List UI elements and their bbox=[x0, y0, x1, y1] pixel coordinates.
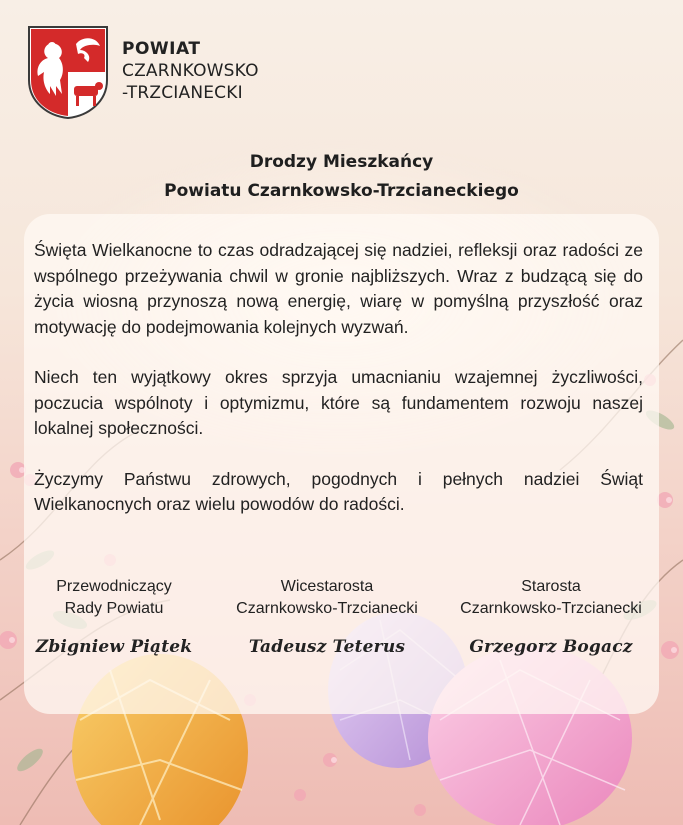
signature-name: Tadeusz Teterus bbox=[248, 637, 406, 657]
signature-role-line-1: Przewodniczący bbox=[56, 578, 172, 595]
signature-role-line-2: Czarnkowsko-Trzcianecki bbox=[460, 600, 642, 617]
signature-role-line-1: Starosta bbox=[521, 578, 581, 595]
county-crest-logo bbox=[26, 24, 110, 120]
signature-name: Zbigniew Piątek bbox=[35, 637, 193, 657]
greeting-body bbox=[34, 238, 643, 543]
title-line-2: Powiatu Czarnkowsko-Trzcianeckiego bbox=[164, 181, 519, 201]
paragraph-1: Święta Wielkanocne to czas odradzającej się nadziei, refleksji oraz radości ze wspólnego przeżywania chwil w gronie najbliższych. Wraz z budzącą się do życia wiosną przynoszą nową energię, wiarę w pomyślną przyszłość oraz motywację do podejmowania kolejnych wyzwań. bbox=[34, 240, 643, 337]
signature-chairman bbox=[4, 576, 224, 658]
paragraph-3: Życzymy Państwu zdrowych, pogodnych i pełnych nadziei Świąt Wielkanocnych oraz wielu powodów do radości. bbox=[34, 468, 643, 514]
title-line-1: Drodzy Mieszkańcy bbox=[249, 152, 434, 172]
greeting-title bbox=[0, 148, 683, 206]
paragraph-2: Niech ten wyjątkowy okres sprzyja umacnianiu wzajemnej życzliwości, poczucia wspólnoty i optymizmu, które są fundamentem rozwoju naszej lokalnej społeczności. bbox=[34, 367, 643, 438]
signature-name: Grzegorz Bogacz bbox=[469, 637, 633, 657]
county-header bbox=[26, 24, 286, 120]
brand-line-3: -TRZCIANECKI bbox=[122, 83, 243, 103]
brand-line-1: POWIAT bbox=[122, 39, 201, 59]
signature-starost bbox=[441, 576, 661, 658]
signature-role-line-1: Wicestarosta bbox=[280, 578, 374, 595]
signature-role-line-2: Rady Powiatu bbox=[64, 600, 164, 617]
signature-deputy-starost bbox=[217, 576, 437, 658]
signature-role-line-2: Czarnkowsko-Trzcianecki bbox=[236, 600, 418, 617]
brand-line-2: CZARNKOWSKO bbox=[122, 61, 259, 81]
